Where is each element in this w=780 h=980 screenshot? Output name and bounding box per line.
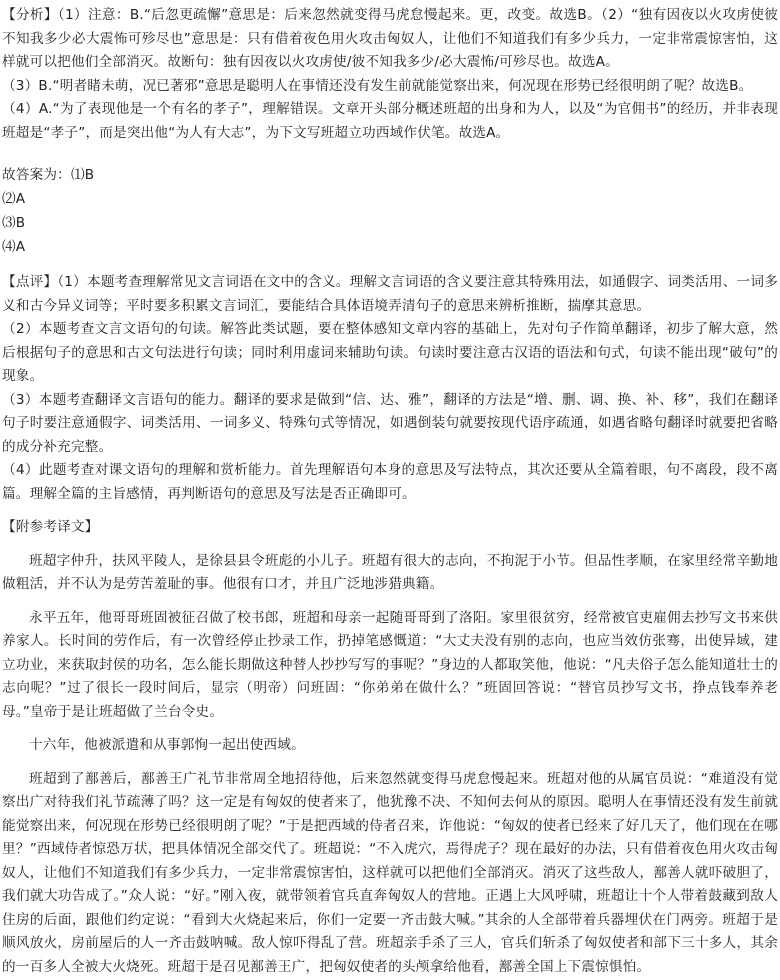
analysis-paragraph-3: （4）A.“为了表现他是一个有名的孝子”，理解错误。文章开头部分概述班超的出身和为人，以及“为官佣书”的经历，并非表现班超是“孝子”，而是突出他“为人有大志”，为下文写班超立功西域作伏笔。故选A。 <box>2 101 778 141</box>
comment-paragraph-4: （4）此题考查对课文语句的理解和赏析能力。首先理解语句本身的意思及写法特点，其次还要从全篇着眼，句不离段，段不离篇。理解全篇的主旨感情，再判断语句的意思及写法是否正确即可。 <box>2 462 778 502</box>
answer-2: ⑵A <box>2 191 26 207</box>
answer-3: ⑶B <box>2 215 26 231</box>
analysis-paragraph-1: 【分析】（1）注意：B.“后忽更疏懈”意思是：后来忽然就变得马虎怠慢起来。更，改变。故选B。（2）“独有因夜以火攻虏使彼不知我多少必大震怖可殄尽也”意思是：只有借着夜色用火攻击匈奴人，让他们不知道我们有多少兵力，一定非常震惊害怕，这样就可以把他们全部消灭。故断句：独有因夜以火攻虏使/彼不知我多少/必大震怖/可殄尽也。故选A。 <box>2 7 778 70</box>
analysis-paragraph-2: （3）B.“明者睹未萌，况已著邪”意思是聪明人在事情还没有发生前就能觉察出来，何况现在形势已经很明朗了呢？故选B。 <box>2 77 753 94</box>
translation-paragraph-1: 班超字仲升，扶风平陵人，是徐县县令班彪的小儿子。班超有很大的志向，不拘泥于小节。但品性孝顺，在家里经常辛勤地做粗活，并不认为是劳苦羞耻的事。他很有口才，并且广泛地涉猎典籍。 <box>2 552 778 592</box>
translation-paragraph-4: 班超到了鄯善后，鄯善王广礼节非常周全地招待他，后来忽然就变得马虎怠慢起来。班超对他的从属官员说：“难道没有觉察出广对待我们礼节疏薄了吗？这一定是有匈奴的使者来了，他犹豫不决、不知何去何从的原因。聪明人在事情还没有发生前就能觉察出来，何况现在形势已经很明朗了呢？”于是把西域的侍者召来，诈他说：“匈奴的使者已经来了好几天了，他们现在在哪里？”西域侍者惊恐万状，把具体情况全部交代了。班超说：“不入虎穴，焉得虎子？现在最好的办法，只有借着夜色用火攻击匈奴人，让他们不知道我们有多少兵力，一定非常震惊害怕，这样就可以把他们全部消灭。消灭了这些敌人，鄯善人就吓破胆了，我们就大功告成了。”众人说：“好。”刚入夜，就带领着官兵直奔匈奴人的营地。正遇上大风呼啸，班超让十个人带着鼓藏到敌人住房的后面，跟他们约定说：“看到大火烧起来后，你们一定要一齐击鼓大喊。”其余的人全部带着兵器埋伏在门两旁。班超于是顺风放火，房前屋后的人一齐击鼓呐喊。敌人惊吓得乱了营。班超亲手杀了三人，官兵们斩杀了匈奴使者和部下三十多人，其余的一百多人全被大火烧死。班超于是召见鄯善王广，把匈奴使者的头颅拿给他看，鄯善全国上下震惊惧怕。 <box>2 770 778 975</box>
translation-paragraph-2: 永平五年，他哥哥班固被征召做了校书郎，班超和母亲一起随哥哥到了洛阳。家里很贫穷，经常被官吏雇佣去抄写文书来供养家人。长时间的劳作后，有一次曾经停止抄录工作，扔掉笔感慨道：“大丈夫没有别的志向，也应当效仿张骞，出使异域，建立功业，来获取封侯的功名，怎么能长期做这种替人抄抄写写的事呢？”身边的人都取笑他，他说：“凡夫俗子怎么能知道壮士的志向呢？”过了很长一段时间后，显宗（明帝）问班固：“你弟弟在做什么？”班固回答说：“替官员抄写文书，挣点钱奉养老母。”皇帝于是让班超做了兰台令史。 <box>2 609 778 720</box>
answer-4: ⑷A <box>2 239 26 255</box>
translation-paragraph-3: 十六年，他被派遣和从事郭恂一起出使西域。 <box>29 737 305 753</box>
answer-lead: 故答案为：⑴B <box>2 167 95 183</box>
comment-paragraph-3: （3）本题考查翻译文言语句的能力。翻译的要求是做到“信、达、雅”，翻译的方法是“增、删、调、换、补、移”，我们在翻译句子时要注意通假字、词类活用、一词多义、特殊句式等情况，如遇倒装句就要按现代语序疏通，如遇省略句翻译时就要把省略的成分补充完整。 <box>2 391 778 455</box>
comment-paragraph-2: （2）本题考查文言文语句的句读。解答此类试题，要在整体感知文章内容的基础上，先对句子作简单翻译，初步了解大意，然后根据句子的意思和古文句法进行句读；同时利用虚词来辅助句读。句读时要注意古汉语的语法和句式，句读不能出现“破句”的现象。 <box>2 321 778 384</box>
comment-paragraph-1: 【点评】（1）本题考查理解常见文言词语在文中的含义。理解文言词语的含义要注意其特殊用法，如通假字、词类活用、一词多义和古今异义词等；平时要多积累文言词汇，要能结合具体语境弄清句子的意思来辨析推断，揣摩其意思。 <box>2 274 778 314</box>
translation-heading: 【附参考译文】 <box>2 519 99 535</box>
